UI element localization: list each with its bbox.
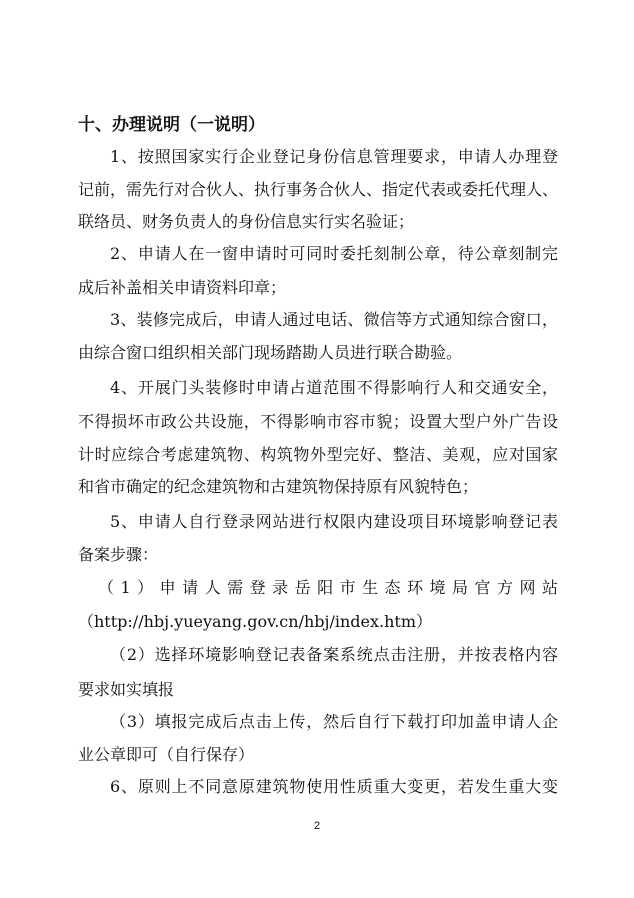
text-line: 6、原则上不同意原建筑物使用性质重大变更，若发生重大变: [110, 777, 558, 796]
text-line: 4、开展门头装修时申请占道范围不得影响行人和交通安全，: [110, 378, 558, 397]
text-line: 计时应综合考虑建筑物、构筑物外型完好、整洁、美观，应对国家: [78, 445, 558, 464]
text-line: （1）申请人需登录岳阳市生态环境局官方网站: [98, 578, 558, 597]
text-line: 5、申请人自行登录网站进行权限内建设项目环境影响登记表: [110, 512, 558, 531]
text-line: 备案步骤：: [78, 545, 159, 564]
text-line: 3、装修完成后，申请人通过电话、微信等方式通知综合窗口，: [110, 310, 558, 329]
text-line: 和省市确定的纪念建筑物和古建筑物保持原有风貌特色；: [78, 477, 479, 496]
text-line: 记前，需先行对合伙人、执行事务合伙人、指定代表或委托代理人、: [78, 180, 559, 199]
section-heading: 十、办理说明（一说明）: [78, 115, 265, 135]
text-line: 成后补盖相关申请资料印章；: [78, 278, 287, 297]
text-line: 业公章即可（自行保存）: [78, 745, 255, 764]
text-line: 不得损坏市政公共设施，不得影响市容市貌；设置大型户外广告设: [78, 412, 558, 431]
page-number: 2: [313, 820, 321, 832]
text-line: 要求如实填报: [78, 680, 175, 699]
text-line: 联络员、财务负责人的身份信息实行实名验证；: [78, 212, 415, 231]
text-line: （2）选择环境影响登记表备案系统点击注册，并按表格内容: [110, 645, 558, 664]
text-line: 由综合窗口组织相关部门现场踏勘人员进行联合勘验。: [78, 343, 463, 362]
text-line: 1、按照国家实行企业登记身份信息管理要求，申请人办理登: [110, 147, 558, 166]
website-url: （http://hbj.yueyang.gov.cn/hbj/index.htm）: [78, 612, 433, 631]
text-line: （3）填报完成后点击上传，然后自行下载打印加盖申请人企: [110, 712, 558, 731]
text-line: 2、申请人在一窗申请时可同时委托刻制公章，待公章刻制完: [110, 244, 558, 263]
